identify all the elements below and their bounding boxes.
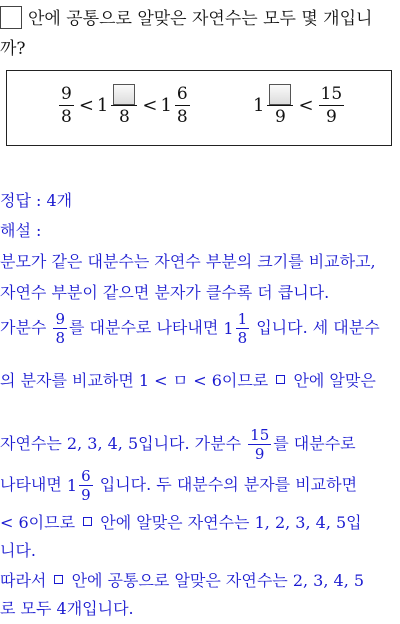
less-than-sign: <	[78, 95, 94, 116]
explanation-line: 자연수는 2, 3, 4, 5입니다. 가분수 $\frac{15}{9}$ 를 대분수로	[0, 425, 356, 463]
fraction-15-9: $\frac{15}{9}$	[320, 83, 343, 127]
explanation-line: 자연수 부분이 같으면 분자가 클수록 더 큽니다.	[0, 283, 330, 302]
fraction-15-9: $\frac{15}{9}$	[250, 425, 270, 463]
fraction-6-8: $\frac{6}{8}$	[176, 83, 188, 127]
question-text	[0, 4, 400, 64]
answer-line: 정답 : 4개	[0, 191, 73, 210]
explanation-line: < 6이므로 안에 알맞은 자연수는 1, 2, 3, 4, 5입	[0, 513, 362, 532]
fraction-6-9: $\frac{6}{9}$	[81, 466, 91, 504]
inequality-2: 1 9 < $\frac{15}{9}$	[253, 83, 343, 127]
explanation-line: 따라서 안에 공통으로 알맞은 자연수는 2, 3, 4, 5	[0, 571, 365, 590]
blank-fraction: 8	[111, 83, 137, 128]
blank-box-icon	[276, 375, 285, 384]
explanation-label: 해설 :	[0, 221, 42, 240]
fraction-9-8: $\frac{9}{8}$	[55, 309, 66, 347]
problem-box	[6, 70, 392, 146]
blank-box-icon	[83, 517, 92, 526]
fraction-1-8: $\frac{1}{8}$	[237, 309, 248, 347]
less-than-sign: <	[142, 95, 158, 116]
blank-fraction: 9	[267, 83, 293, 128]
fraction-9-8: $\frac{9}{8}$	[61, 83, 72, 127]
inequality-1: $\frac{9}{8}$ < 1 8 < 1 $\frac{6}{8}$	[61, 83, 188, 127]
blank-box-icon	[269, 84, 291, 105]
blank-box-icon	[113, 84, 135, 105]
explanation-line: 니다.	[0, 541, 36, 560]
blank-box-icon	[54, 575, 63, 584]
less-than-sign: <	[298, 95, 314, 116]
question-line-2: 까?	[0, 39, 26, 59]
explanation-line: 분모가 같은 대분수는 자연수 부분의 크기를 비교하고,	[0, 252, 376, 271]
explanation-line: 나타내면 1 $\frac{6}{9}$ 입니다. 두 대분수의 분자를 비교하면	[0, 466, 358, 504]
explanation-line: 로 모두 4개입니다.	[0, 599, 134, 618]
question-line-1: 안에 공통으로 알맞은 자연수는 모두 몇 개입니	[28, 9, 373, 29]
explanation-line: 의 분자를 비교하면 1 < ㅁ < 6이므로 안에 알맞은	[0, 371, 376, 390]
blank-box-icon	[0, 6, 22, 29]
explanation-line: 가분수 $\frac{9}{8}$ 를 대분수로 나타내면 1 $\frac{1}{8}$ 입니다. 세 대분수	[0, 309, 380, 347]
